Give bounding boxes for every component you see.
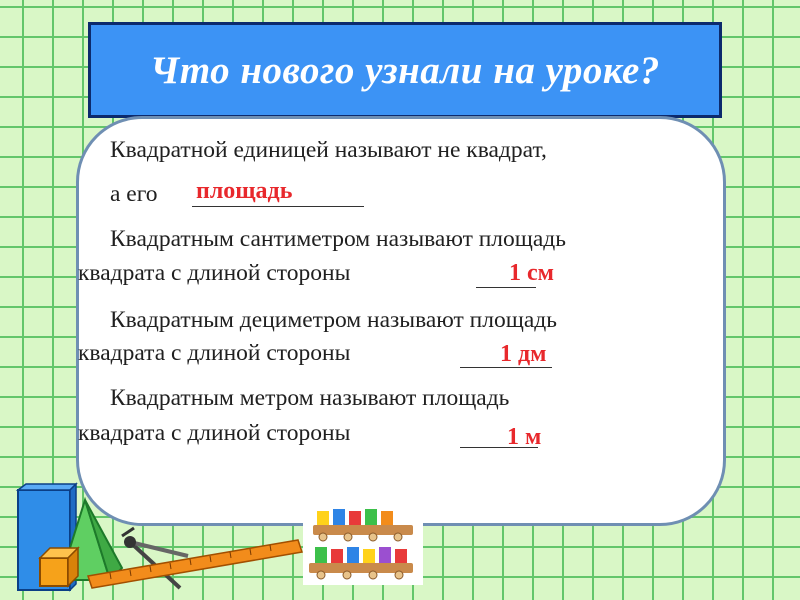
answer-4: 1 м: [507, 424, 542, 450]
number-train-image: [303, 503, 423, 585]
line-6: квадрата с длиной стороны: [78, 340, 351, 366]
answer-3: 1 дм: [500, 341, 547, 367]
line-8: квадрата с длиной стороны: [78, 420, 351, 446]
answer-2: 1 см: [509, 260, 554, 286]
blank-1: [192, 206, 364, 207]
geometry-tools-image: [10, 480, 310, 600]
blank-2: [476, 287, 536, 288]
title-banner: [88, 22, 722, 118]
line-3: Квадратным сантиметром называют площадь: [110, 226, 566, 252]
slide-title: Что нового узнали на уроке?: [150, 48, 660, 92]
line-1: Квадратной единицей называют не квадрат,: [110, 137, 547, 163]
line-7: Квадратным метром называют площадь: [110, 385, 510, 411]
line-4: квадрата с длиной стороны: [78, 260, 351, 286]
line-2-prefix: а его: [110, 181, 158, 207]
answer-1: площадь: [196, 178, 293, 204]
line-5: Квадратным дециметром называют площадь: [110, 307, 557, 333]
orange-cube-icon: [40, 548, 78, 586]
